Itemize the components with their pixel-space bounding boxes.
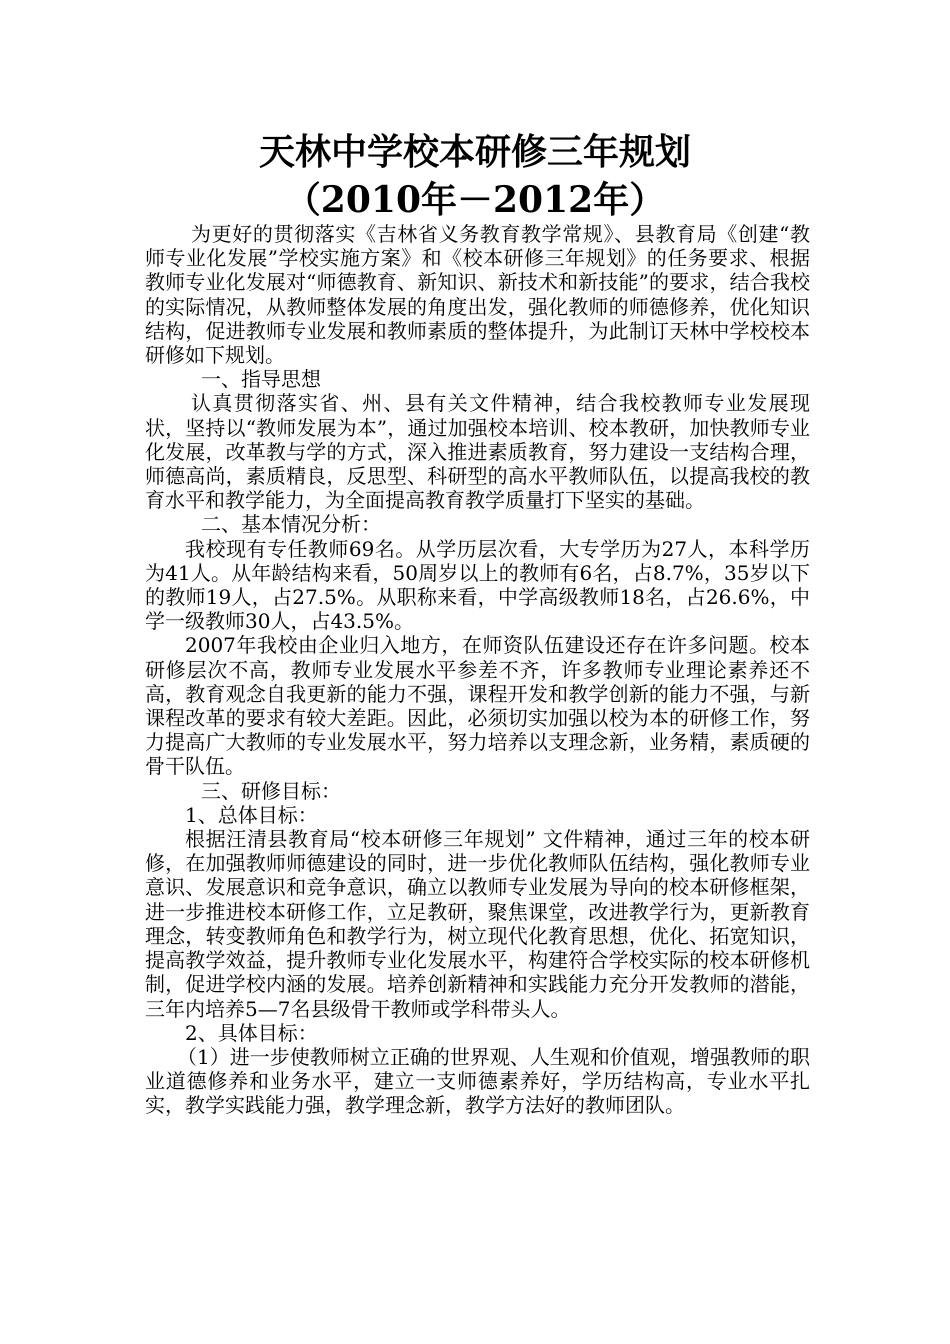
section-heading-research-goals: 三、研修目标： — [201, 778, 341, 803]
specific-goal-item-1: （1）进一步使教师树立正确的世界观、人生观和价值观，增强教师的职业道德修养和业务水平，建立一支师德素养好，学历结构高，专业水平扎实，教学实践能力强，教学理念新，教学方法好的教师团队。 — [145, 1044, 810, 1118]
situation-paragraph-1: 我校现有专任教师69名。从学历层次看，大专学历为27人，本科学历为41人。从年龄结构来看，50周岁以上的教师有6名，占8.7%，35岁以下的教师19人，占27.5%。从职称来看，中学高级教师18名，占26.6%，中学一级教师30人，占43.5%。 — [145, 536, 810, 634]
document-title: 天林中学校本研修三年规划 — [258, 131, 691, 173]
subheading-specific-goals: 2、具体目标： — [185, 1020, 318, 1045]
subheading-overall-goal: 1、总体目标： — [185, 802, 318, 827]
overall-goal-paragraph: 根据汪清县教育局“校本研修三年规划” 文件精神，通过三年的校本研修，在加强教师师德建设的同时，进一步优化教师队伍结构，强化教师专业意识、发展意识和竞争意识，确立以教师专业发展为导向的校本研修框架，进一步推进校本研修工作，立足教研，聚焦课堂，改进教学行为，更新教育理念，转变教师角色和教学行为，树立现代化教育思想，优化、拓宽知识，提高教学效益，提升教师专业化发展水平，构建符合学校实际的校本研修机制，促进学校内涵的发展。培养创新精神和实践能力充分开发教师的潜能，三年内培养5—7名县级骨干教师或学科带头人。 — [145, 827, 810, 1021]
section-heading-situation-analysis: 二、基本情况分析： — [201, 512, 381, 537]
situation-paragraph-2: 2007年我校由企业归入地方，在师资队伍建设还存在许多问题。校本研修层次不高，教师专业发展水平参差不齐，许多教师专业理论素养还不高，教育观念自我更新的能力不强，课程开发和教学创新的能力不强，与新课程改革的要求有较大差距。因此，必须切实加强以校为本的研修工作，努力提高广大教师的专业发展水平，努力培养以支理念新，业务精，素质硬的骨干队伍。 — [145, 633, 810, 779]
intro-paragraph: 为更好的贯彻落实《吉林省义务教育教学常规》、县教育局《创建“教师专业化发展”学校实施方案》和《校本研修三年规划》的任务要求、根据教师专业化发展对“师德教育、新知识、新技术和新技能”的要求，结合我校的实际情况，从教师整体发展的角度出发，强化教师的师德修养，优化知识结构，促进教师专业发展和教师素质的整体提升，为此制订天林中学校校本研修如下规划。 — [145, 222, 810, 368]
document-subtitle: （2010年－2012年） — [284, 179, 666, 221]
guiding-thought-paragraph: 认真贯彻落实省、州、县有关文件精神，结合我校教师专业发展现状，坚持以“教师发展为本”，通过加强校本培训、校本教研，加快教师专业化发展，改革教与学的方式，深入推进素质教育，努力建设一支结构合理，师德高尚，素质精良，反思型、科研型的高水平教师队伍，以提高我校的教育水平和教学能力，为全面提高教育教学质量打下坚实的基础。 — [145, 391, 810, 513]
document-body — [145, 222, 810, 1118]
section-heading-guiding-thought: 一、指导思想 — [201, 367, 321, 392]
